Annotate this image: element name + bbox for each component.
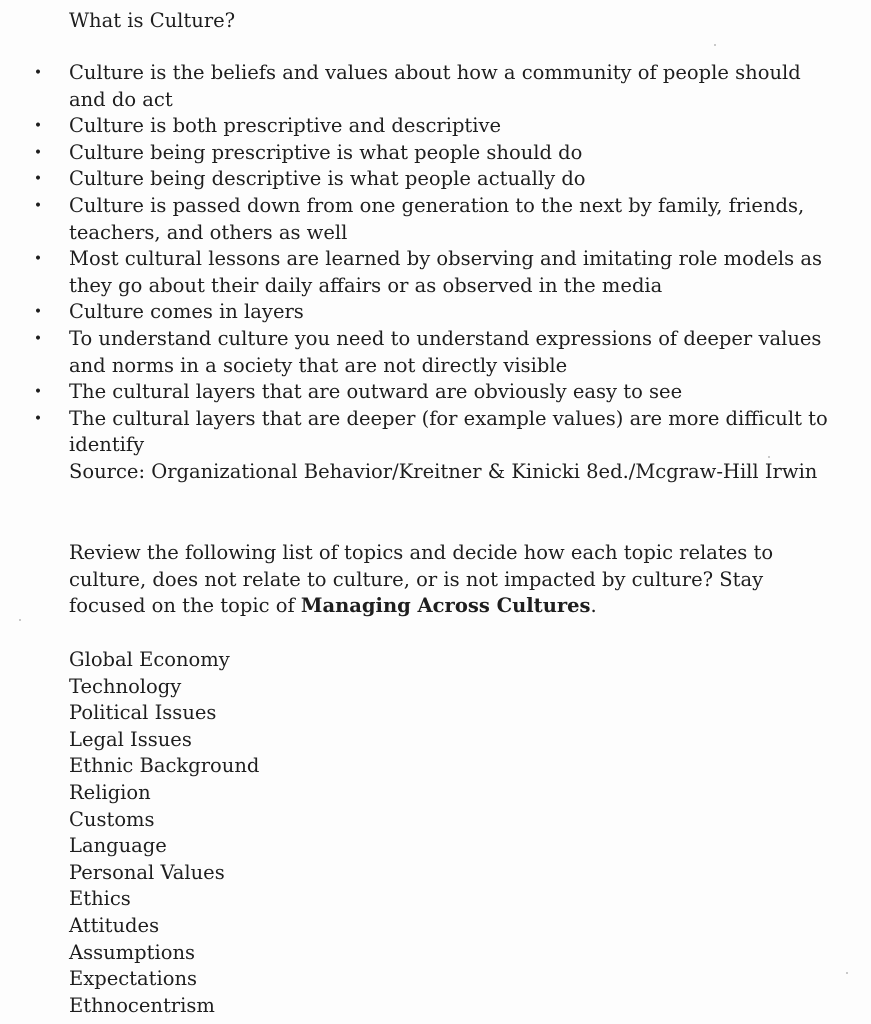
bullet-icon: • [33,251,43,268]
topic-item: Ethics [69,887,131,911]
instructions-text: Review the following list of topics and decide how each topic relates to culture, does not relate to culture, or is not impacted by culture? Stay focused on the topic of [69,541,774,618]
bullet-icon: • [33,330,43,347]
bullet-icon: • [33,304,43,321]
bullet-icon: • [33,118,43,135]
bullet-item [0,406,829,459]
bullet-text: The cultural layers that are deeper (for example values) are more difficult to identify [69,406,828,457]
bullet-item [0,140,829,167]
bullet-icon: • [33,410,43,427]
topic-item: Expectations [69,967,198,991]
scan-speck [768,456,770,458]
topic-item: Ethnic Background [69,754,260,778]
scan-speck [846,972,848,974]
bullet-item [0,113,829,140]
scan-speck [714,44,716,46]
topic-item: Personal Values [69,860,225,884]
culture-bullet-list [0,60,871,486]
bullet-text: Culture is passed down from one generation to the next by family, friends, teachers, and others as well [69,193,805,244]
topic-item: Global Economy [69,648,230,671]
bullet-text: Culture is both prescriptive and descriptive [69,114,502,138]
bullet-text: The cultural layers that are outward are obviously easy to see [69,380,683,404]
bullet-icon: • [33,384,43,401]
bullet-text: Culture being descriptive is what people actually do [69,167,586,191]
page-title: What is Culture? [69,9,236,32]
instructions-end: . [590,594,597,618]
bullet-item [0,299,829,326]
bullet-text: To understand culture you need to understand expressions of deeper values and norms in a society that are not directly visible [69,326,822,377]
bullet-item [0,326,829,379]
bullet-icon: • [33,171,43,188]
bullet-text: Culture comes in layers [69,300,304,324]
bullet-icon: • [33,65,43,81]
bullet-item [0,193,829,246]
instructions-paragraph [69,540,829,620]
topic-item: Language [69,834,167,858]
topic-item: Legal Issues [69,727,192,751]
topic-item: Religion [69,780,151,804]
topic-list [69,647,259,1019]
topic-item: Attitudes [69,913,160,937]
scan-speck [19,619,21,621]
topic-item: Customs [69,807,155,831]
bullet-item [0,246,829,299]
bullet-item [0,379,829,406]
topic-item: Assumptions [69,940,196,964]
source-citation: Source: Organizational Behavior/Kreitner & Kinicki 8ed./Mcgraw-Hill Irwin [69,459,818,483]
bullet-text: Culture being prescriptive is what people should do [69,140,583,164]
bullet-item [0,60,829,113]
bullet-text: Culture is the beliefs and values about how a community of people should and do act [69,61,801,111]
topic-item: Political Issues [69,701,217,725]
bullet-item [0,166,829,193]
bullet-text: Most cultural lessons are learned by observing and imitating role models as they go about their daily affairs or as observed in the media [69,247,822,297]
bullet-icon: • [33,197,43,214]
instructions-emphasis: Managing Across Cultures [300,594,591,618]
topic-item: Ethnocentrism [69,993,215,1017]
bullet-icon: • [33,144,43,161]
topic-item: Technology [69,674,182,698]
